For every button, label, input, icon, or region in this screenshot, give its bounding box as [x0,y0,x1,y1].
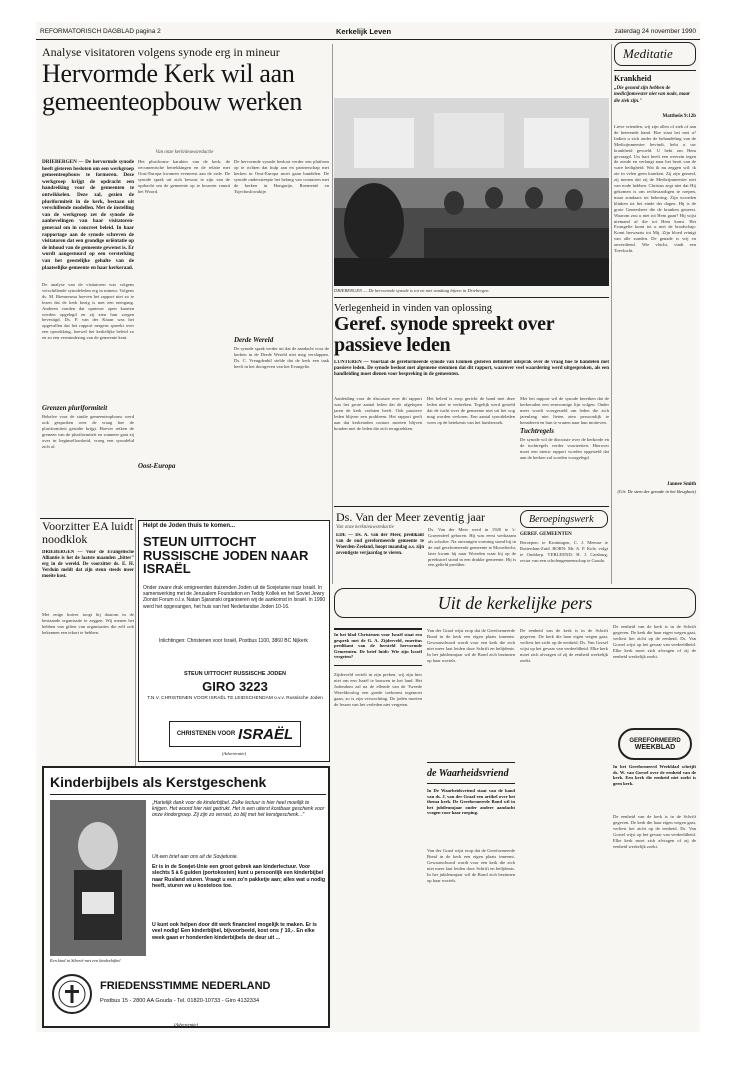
voorzitter-headline: Voorzitter EA luidt noodklok [42,519,134,546]
ad-russian-giro-sub: T.N.V. CHRISTENEN VOOR ISRAËL TE LEIDSCHENDAM o.v.v. Russische Joden [147,696,323,701]
ad-russian-kicker: Helpt de Joden thuis te komen... [143,523,236,529]
main-article-subhead-3: Oost-Europa [138,462,176,470]
pers-col-4-top-text: De eenheid van de kerk is in de Schrift gegeven. De kerk die haar eigen wegen gaat, verliest het zicht op de eenheid. Ds. Van Gorsel wijst op het gevaar van verdeeldheid. Elke kerk moet zich afvragen of zij de eenheid werkelijk zoekt. [613,624,696,659]
kerkelijke-pers-banner: Uit de kerkelijke pers [334,588,696,618]
ad-russian-adv-label: (Advertentie) [221,751,247,756]
logo-text-a: CHRISTENEN VOOR [176,731,236,737]
logo-text-b: ISRAËL [238,725,294,743]
main-article-lead: DRIEBERGEN — De hervormde synode heeft gisteren besloten om een werkgroep gemeenteopbouw te formeren. Deze werkgroep krijgt de opdracht een handreiking voor de gemeenten te ontwikkelen. Deze zal, gezien de pluriformiteit in de kerk, bestaan uit verschillende modellen. Met de instelling van de werkgroep zet de synode de aanbevelingen van haar visitatoren-generaal om in concreet beleid. In haar rapportage aan de synode schreven de visitatoren dat een grondige oriëntatie op de inhoud van de gemeente gewenst is. Er wordt aangestuurd op een versterking van het geestelijke gehalte van de plaatselijke gemeente en haar kerkeraad. [42,159,134,271]
vandermeer-lead: EDE — Ds. A. van der Meer, predikant van de oud gereformeerde gemeente te Woerden-Zeeland, hoopt maandag a.s. zijn zeventigste verjaardag te vieren. [336,533,424,556]
column-rule-1 [332,44,333,584]
beroepingswerk-section-title: Beroepingswerk [520,510,608,528]
header-paper-name: REFORMATORISCH DAGBLAD pagina 2 [40,28,161,35]
child-with-bible-photo [50,800,146,956]
geref-body-1: Aanleiding voor de discussie over dit rapport was het grote aantal leden dat de afgelopen jaren de kerk verlaten heeft. Ook passieve leden blijven een probleem. Het rapport geeft aan dat kerkeraden contact moeten blijven houden met de leden die zich terugtrekken. [334,396,422,431]
gw-logo-line2: WEEKBLAD [634,743,676,751]
ad-kinderbijbels-quote: „Hartelijk dank voor de kinderbijbel. Zulke lectuur is hier heel moeilijk te krijgen. Het woord hier niet gedrukt. Het is een uiterst kostbaar geschenk voor onze kindergroep. Zij zijn zo verrast, zo blij met het kerstgeschenk..." [152,800,325,819]
pers-col-2: Van der Graaf wijst erop dat de Gereformeerde Bond in de kerk een eigen plaats inneemt. Gewaarschuwd wordt voor een kerk die zich niet meer laat leiden door Schrift en belijdenis. In het jubileumjaar wil de Bond zich bezinnen op haar wortels. [427,628,515,663]
vandermeer-rule [334,506,609,507]
ad-kinderbijbels-rule [50,794,326,795]
ad-kinderbijbels-headline: Kinderbijbels als Kerstgeschenk [50,774,267,790]
main-article-body-2: Behalve voor de studie gemeenteopbouw werd ook gesproken over de vraag hoe de pluriformiteit gestalte krijgt. Hoever reiken de grenzen van de pluriformiteit en wanneer gaat zij over in beginselloosheid, vroeg een synodelid zich af. [42,414,134,449]
pers-col-1: Zijderveld vertelt in zijn preken, wij zijn hier niet om een Israël te bouwen in het land. Het Jodendom zal na de ellende van de Tweede Wereldoorlog een goede toekomst tegemoet gaan, zo is zijn verwachting. De joden moeten de lessen van het verleden niet vergeten. [334,672,422,707]
header-section: Kerkelijk Leven [336,27,392,36]
pers-col-3: De eenheid van de kerk is in de Schrift gegeven. De kerk die haar eigen wegen gaat, verliest het zicht op de eenheid. Ds. Van Gorsel wijst op het gevaar van verdeeldheid. Elke kerk moet zich afvragen of zij de eenheid werkelijk zoekt. [520,628,608,663]
gw-logo-line1: GEREFORMEERD [629,737,681,744]
meditatie-quote: „Die gezond zijn hebben de medicijnmeester niet van node, maar die ziek zijn." [614,86,690,104]
child-photo-illustration [50,800,146,956]
vandermeer-headline: Ds. Van der Meer zeventig jaar [336,510,486,524]
main-article-subhead-2: Derde Wereld [234,336,274,344]
column-rule-2 [611,44,612,584]
main-article-body-4a: De hervormde synode besloot verder een platform op te richten dat hulp aan en partnerschap met kerken in Oost-Europa moet gaan bundelen. De synode onderstreepte het belang van contacten met de kerken in Hongarije, Roemenië en Tsjechoslowakije. [234,159,329,194]
pers-intro-box [334,628,422,666]
column-rule-3 [135,518,136,766]
geref-headline: Geref. synode spreekt over passieve leden [334,313,554,356]
ad-russian-giro-label: STEUN UITTOCHT RUSSISCHE JODEN [184,671,286,677]
gw-lead: In het Gereformeerd Weekblad schrijft ds. W. van Gorsel over de eenheid van de kerk. Een kerk die eenheid niet zoekt is geen kerk. [613,764,696,786]
child-photo-caption: Een kind in Siberië met een kinderbijbel [50,958,121,963]
main-article-body-4: De synode sprak verder uit dat de aandacht voor de kerken in de Derde Wereld niet mag verslappen. Ds. C. Vreugdenhil stelde dat de kerk een taak heeft in het doorgeven van het Evangelie. [234,346,329,369]
header-date: zaterdag 24 november 1990 [614,28,696,35]
geref-lead: LUNTEREN — Voortaal de gereformeerde synode van Emmen gisteren definitief uitsprak over de vraag hoe te handelen met passieve leden. De synode besloot met algemene stemmen dat dit rapport, waarover veel waardering werd uitgesproken, als een handleiding moet dienen voor bespreking in de gemeenten. [334,360,609,378]
beroepingswerk-sub: GEREF. GEMEENTEN [520,532,572,537]
geref-body-2: Het beleid is erop gericht de band met deze leden niet te verbreken. Tegelijk werd gesteld dat de tucht over de gemeente niet uit het oog mag worden verloren. Een aantal synodeleden wees op de betekenis van het huisbezoek. [427,396,515,425]
main-article-body-3: Het pluriforme karakter van de kerk, de oecumenische betrekkingen en de relatie met Oost-Europa kwamen eveneens aan de orde. De synode sprak uit zich bewust te zijn van de opdracht om de gemeente op te bouwen vanuit het Woord. [138,159,230,194]
main-article-headline: Hervormde Kerk wil aan gemeenteopbouw werken [42,59,303,116]
ad-kinderbijbels-adv-label: (Advertentie) [173,1022,199,1027]
friedensstimme-seal-icon [52,974,92,1014]
geref-body-4: De synode wil de discussie over de kerkorde en de tuchtregels verder voortzetten. Hierover moet een nieuw rapport worden opgesteld dat aan de kerken zal worden voorgelegd. [520,437,609,460]
beroepingswerk-body: Beroepen: te Kruiningen, C. J. Meeuse te Rotterdam-Zuid. BORN: Mr. A. P. Kole, volgt te Ouddorp. VERLEEND: H. J. Catsburg, rector van een scholengemeenschap te Gouda. [520,540,608,563]
voorzitter-lead: DRIEBERGEN — Voor de Evangelische Alliantie is het de laatste maanden „bitter" erg in de wereld. De voorzitter ds. E. H. Verduin meldt dat zijn steun steeds meer moeite kost. [42,550,134,579]
meditatie-title: Krankheid [614,74,652,83]
meditatie-rule [614,70,696,71]
geref-subhead: Tuchtregels [520,427,554,435]
ad-russian-headline: STEUN UITTOCHT RUSSISCHE JODEN NAAR ISRAËL [143,534,309,577]
voorzitter-body: Met enige huiver toogt hij daarom in de bestaande organisatie te zeggen. Wij menen het hebben van giften van organisaties die zelf ook bekennen een tekort te hebben. [42,612,134,635]
ad-kinderbijbels [42,766,330,1028]
meditatie-signature: Jannee Smith [666,482,696,487]
geref-kicker: Verlegenheid in vinden van oplossing [334,303,493,314]
ad-russian-jews [138,520,330,762]
ad-kinderbijbels-quote-sign: Uit een brief aan ons uit de Sovjetunie. [152,854,238,860]
meditatie-ref: Mattheüs 9:12b [662,114,696,119]
newspaper-page [36,22,700,1032]
ad-kinderbijbels-body: Er is in de Sowjet-Unie een groot gebrek aan kinderlectuur. Voor slechts 5 à 6 gulden (portokosten) kunt u persoonlijk een kinderbijbel naar Rusland sturen. Vraagt u een zo'n pakketje aan; alles wat u nodig heeft, sturen we u kosteloos toe. [152,864,326,890]
seal-cross-icon [57,979,87,1009]
gw-body: De eenheid van de kerk is in de Schrift gegeven. De kerk die haar eigen wegen gaat, verliest het zicht op de eenheid. Ds. Van Gorsel wijst op het gevaar van verdeeldheid. Elke kerk moet zich afvragen of zij de eenheid werkelijk zoekt. [613,814,696,849]
ad-russian-giro: GIRO 3223 [202,679,268,694]
vandermeer-body: Ds. Van der Meer werd in 1920 te 's-Gravendeel geboren. Hij was eerst werkzaam als scholier. Na ontvangen vorming stond hij in de oud gereformeerde gemeente te Moordrecht, later kwam hij naar Woerden waar hij op de preekstoel stond in een drukke gemeente. Hij is een geliefd prediker. [428,527,516,568]
ad-russian-contact: Inlichtingen: Christenen voor Israël, Postbus 1100, 3860 BC Nijkerk [159,638,308,644]
waarheidsvriend-intro: In De Waarheidsvriend staat van de hand van ds. J. van der Graaf een artikel over het thema kerk. De Gereformeerde Bond wil in het jubileumjaar onder andere aandacht vragen voor haar roeping. [427,788,515,816]
meditatie-signature-note: (Uit: De stem der genade in het kleughuis) [617,489,696,494]
main-article-kicker: Analyse visitatoren volgens synode erg in mineur [42,45,280,59]
synode-photo-caption: DRIEBERGEN — De hervormde synode is tot en met vandaag bijeen in Driebergen. [334,288,490,293]
christenen-voor-israel-logo [169,721,301,747]
geref-body-3: Met het rapport wil de synode bereiken dat de kerkeraden een eenvormige lijn volgen. Onder meer wordt voorgesteld om leden die zich jarenlang niet lieten zien persoonlijk te benaderen en hun te vragen naar hun motieven. [520,396,609,424]
ad-kinderbijbels-org: FRIEDENSSTIMME NEDERLAND [100,980,271,992]
ad-kinderbijbels-body-2: U kunt ook helpen door dit werk financieel mogelijk te maken. Er is veel nodig! Een kinderbijbel, bijvoorbeeld, kost ons ƒ 10,-. En elke week gaan er honderden kinderbijbels de deur uit ... [152,922,317,941]
meditatie-body: Lieve vrienden, wij zijn allen of ziek of aan de beterende hand. Hoe staat het met u? Indien u zich onder de behandeling van de Medicijnmeester bevindt, hebt u uw krankheid gevoeld. U hebt om Hem gevraagd. Uw hart heeft een weerzin tegen de zonde en verlangt naar het bezit van de ware heiligheid. Wat ik nu zeggen wil: ik zie in velen geen kranken. Zij zijn gezond, zij menen dat zij de Medicijnmeester niet van node hebben. Christus zegt niet dat Hij gekomen is om rechtvaardigen te roepen, maar zondaars tot bekering. Zijn woorden klinken tot het einde der dagen. Hij is de grote Geneesheer die de kranken geneest. Waarom zou u niet tot Hem gaan? Hij wijst niemand af die tot Hem komt. Het Evangelie komt tot u met de boodschap: Komt herwaarts tot Mij. Zijn bloed reinigt van alle zonden. De genade is vrij en onverdiend. Wie vlucht, vindt een Toevlucht. [614,124,696,254]
pers-intro: In het blad Christenen voor Israël staat een gesprek met de G. A. Zijderveld, emeritus predikant van de hersteld hervormde Gemeenten. De brief luidt: Wie zijn Israël vergeten? [334,632,422,660]
meditatie-section-title: Meditatie [614,42,696,66]
waarheidsvriend-logo: de Waarheidsvriend [427,762,515,784]
main-article-subhead-1: Grenzen pluriformiteit [42,404,108,412]
ad-kinderbijbels-address: Postbus 15 - 2800 AA Gouda - Tel. 01820-10733 - Giro 4132334 [100,998,260,1004]
ad-russian-body: Onder zware druk emigreerden duizenden Joden uit de Sovjetunie naar Israël. In samenwerking met de Jerusalem Foundation en Teddy Kollek en het Soviet Jewry Zionist Forum o.l.v. Natan Sjaranski organiseren wij de aankomst in Israël. In 1990 werd het opgevangen, het huis van het Nederlandse Joden 10-16. [143,585,326,610]
gereformeerd-weekblad-logo [618,728,692,760]
synode-photo [334,98,609,286]
main-article-body-1: De analyse van de visitatoren was volgens verschillende synodeleden erg in mineur. Volgens ds. M. Riemersma hoeven het rapport niet zo te lezen dat de kerk bezig is met een neergang. Anderen vonden dat opnieuw open kaarten werden opgelegd en zij zien hun zorgen bevestigd. Ds. P. van der Kraan was het opgevallen dat het rapport nergens spreekt over een opwekking, hoewel het kerkelijke beleid zo en zo een vermindering van de gemeente kent. [42,282,134,341]
page-header [36,22,700,40]
geref-rule [334,297,609,298]
vandermeer-byline: Van onze kerknieuwsredactie [336,525,394,530]
synode-photo-illustration [334,98,609,286]
main-article-byline: Van onze kerknieuwsredactie [155,150,214,155]
waarheidsvriend-body: Van der Graaf wijst erop dat de Gereformeerde Bond in de kerk een eigen plaats inneemt. Gewaarschuwd wordt voor een kerk die zich niet meer laat leiden door Schrift en belijdenis. In het jubileumjaar wil de Bond zich bezinnen op haar wortels. [427,848,515,883]
pers-col-4-top [613,624,696,724]
